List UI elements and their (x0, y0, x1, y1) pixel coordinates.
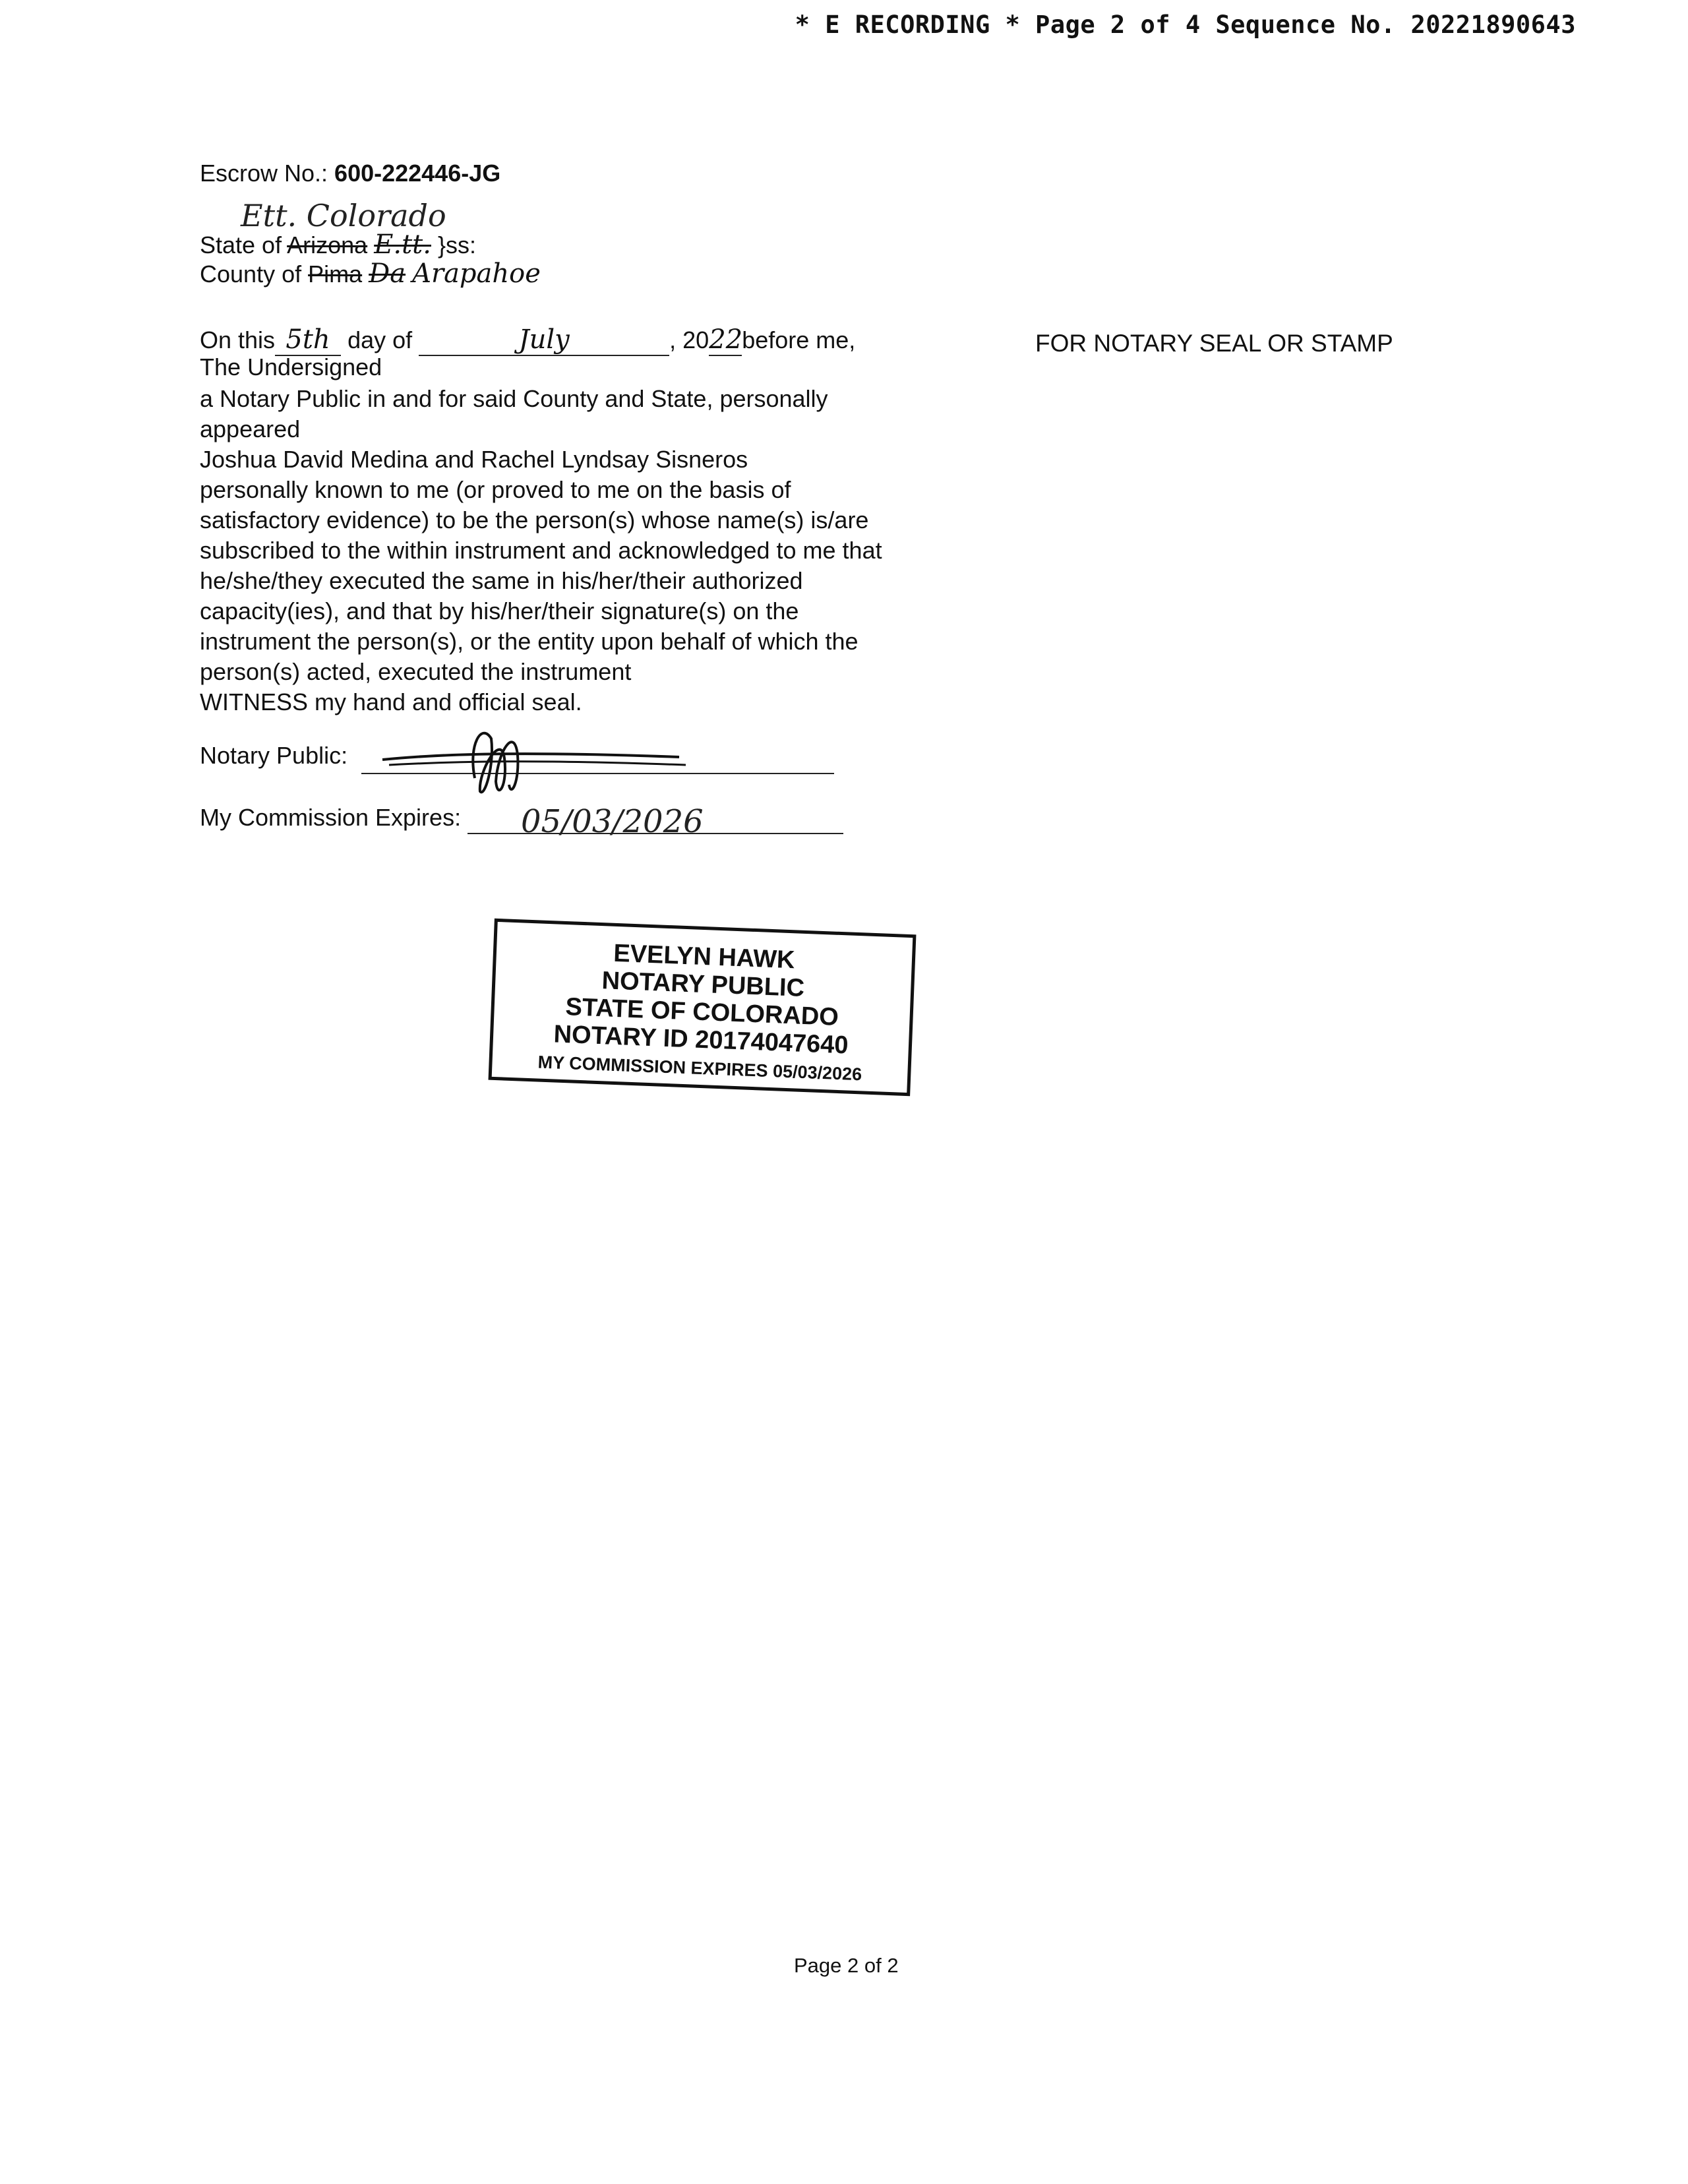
paragraph-line: instrument the person(s), or the entity upon behalf of which the (200, 628, 859, 655)
ss-label: }ss: (431, 231, 476, 258)
commission-date-handwritten: 05/03/2026 (521, 803, 704, 840)
day-handwritten: 5th (275, 324, 341, 356)
notary-signature (369, 719, 699, 804)
acknowledgment-date-line (200, 324, 855, 356)
county-line (200, 258, 541, 289)
year-handwritten: 22 (709, 324, 743, 355)
witness-line: WITNESS my hand and official seal. (200, 688, 582, 715)
county-struck-text: Pima (308, 260, 363, 288)
notary-stamp (489, 919, 917, 1096)
paragraph-line: a Notary Public in and for said County and State, personally (200, 385, 828, 412)
county-struck-handwritten: Da (369, 258, 406, 289)
year-prefix: , 20 (669, 326, 709, 353)
escrow-number: 600-222446-JG (334, 160, 501, 187)
commission-label: My Commission Expires: (200, 804, 462, 831)
paragraph-line: person(s) acted, executed the instrument (200, 658, 632, 685)
escrow-number-line (200, 158, 500, 189)
state-line (200, 229, 476, 260)
paragraph-line: subscribed to the within instrument and acknowledged to me that (200, 537, 882, 564)
day-of-label: day of (347, 326, 413, 353)
paragraph-line: personally known to me (or proved to me on the basis of (200, 476, 791, 503)
county-handwritten: Arapahoe (412, 258, 541, 289)
acknowledgment-paragraph (200, 384, 882, 717)
page-number: Page 2 of 2 (794, 1954, 899, 1977)
escrow-label: Escrow No.: (200, 160, 335, 187)
county-prefix: County of (200, 260, 309, 288)
notary-public-label: Notary Public: (200, 742, 348, 769)
stamp-state: STATE OF COLORADO (564, 993, 839, 1031)
undersigned-label: The Undersigned (200, 353, 382, 380)
recording-header: * E RECORDING * Page 2 of 4 Sequence No. 20221890643 (795, 11, 1576, 39)
paragraph-line: satisfactory evidence) to be the person(s) whose name(s) is/are (200, 506, 869, 533)
paragraph-line: capacity(ies), and that by his/her/their signature(s) on the (200, 597, 799, 624)
stamp-name: EVELYN HAWK (613, 939, 796, 975)
state-prefix: State of (200, 231, 287, 258)
state-struck-text: Arizona (287, 231, 368, 258)
seal-placeholder-label: FOR NOTARY SEAL OR STAMP (1035, 330, 1393, 357)
signer-names: Joshua David Medina and Rachel Lyndsay Sisneros (200, 446, 748, 473)
stamp-expiration: MY COMMISSION EXPIRES 05/03/2026 (537, 1052, 862, 1085)
month-handwritten: July (419, 324, 669, 356)
before-me-label: before me, (742, 326, 856, 353)
paragraph-line: he/she/they executed the same in his/her/their authorized (200, 567, 803, 594)
paragraph-line: appeared (200, 415, 301, 442)
stamp-title: NOTARY PUBLIC (601, 967, 805, 1002)
on-this-label: On this (200, 326, 276, 353)
state-handwritten-initials: E.tt. (374, 229, 431, 260)
stamp-notary-id: NOTARY ID 20174047640 (553, 1020, 849, 1060)
handwritten-state-correction: Ett. Colorado (241, 198, 446, 233)
